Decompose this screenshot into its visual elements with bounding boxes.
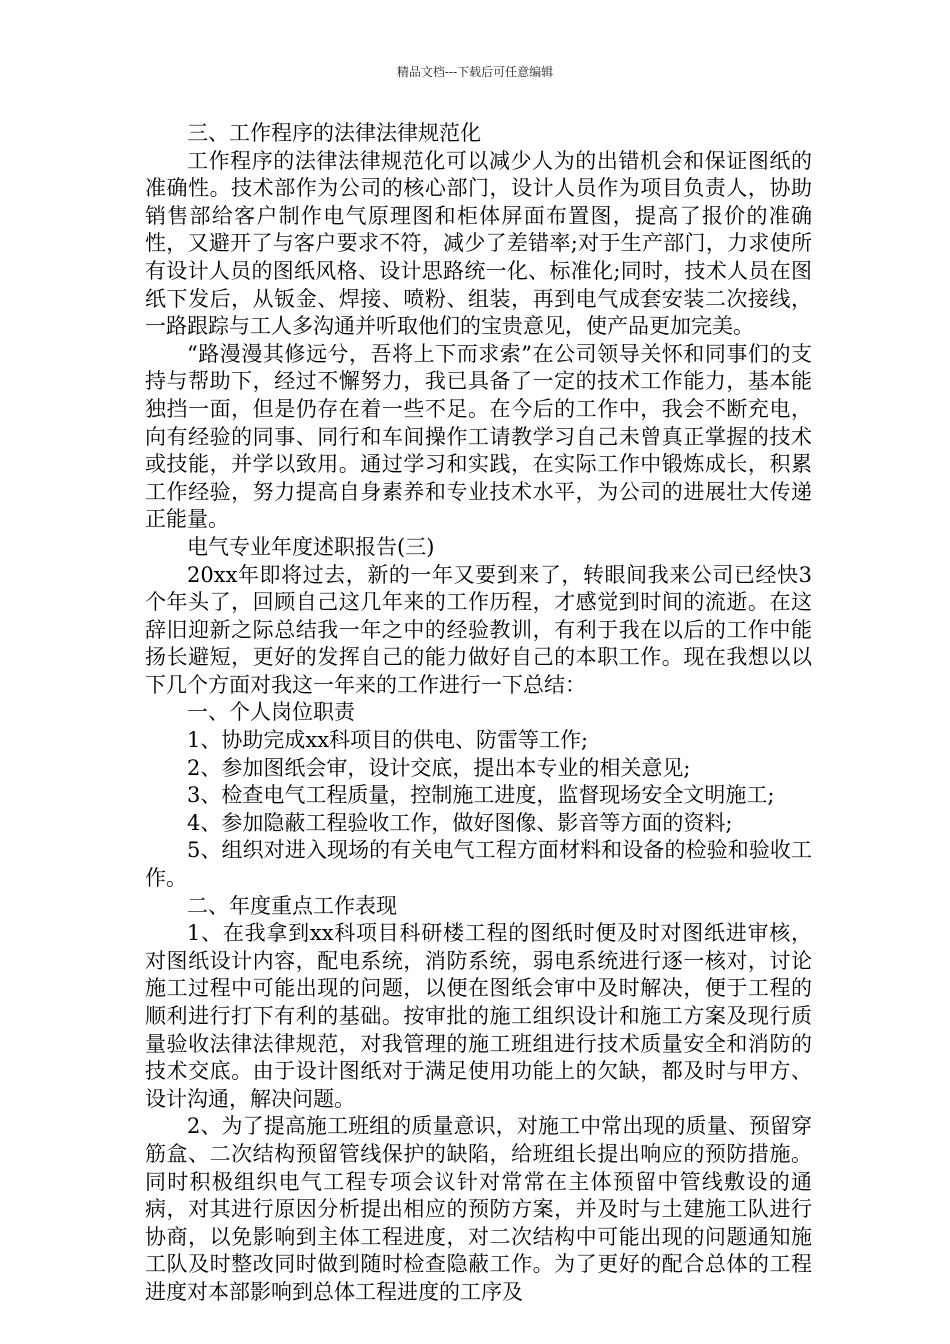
section-heading-2: 二、年度重点工作表现 [187,893,397,918]
page-header: 精品文档---下载后可任意编辑 [396,65,554,79]
list-item: 1、协助完成xx科项目的供电、防雷等工作; [187,728,589,753]
section-heading-3: 三、工作程序的法律法律规范化 [187,121,481,145]
document-body [145,120,812,1307]
body-paragraph: 1、在我拿到xx科项目科研楼工程的图纸时便及时对图纸进审核，对图纸设计内容，配电系统，消防系统，弱电系统进行逐一核对，讨论施工过程中可能出现的问题，以便在图纸会审中及时解决，便于工程的顺利进行打下有利的基础。按审批的施工组织设计和施工方案及现行质量验收法律法律规范，对我管理的施工班组进行技术质量安全和消防的技术交底。由于设计图纸对于满足使用功能上的欠缺，都及时与甲方、设计沟通，解决问题。 [145,921,812,1111]
body-paragraph: “路漫漫其修远兮，吾将上下而求索”在公司领导关怀和同事们的支持与帮助下，经过不懈努力，我已具备了一定的技术工作能力，基本能独挡一面，但是仍存在着一些不足。在今后的工作中，我会不断充电，向有经验的同事、同行和车间操作工请教学习自己未曾真正掌握的技术或技能，并学以致用。通过学习和实践，在实际工作中锻炼成长，积累工作经验，努力提高自身素养和专业技术水平，为公司的进展壮大传递正能量。 [145,341,812,532]
body-paragraph: 20xx年即将过去，新的一年又要到来了，转眼间我来公司已经快3个年头了，回顾自己这几年来的工作历程，才感觉到时间的流逝。在这辞旧迎新之际总结我一年之中的经验教训，有利于我在以后的工作中能扬长避短，更好的发挥自己的能力做好自己的本职工作。现在我想以以下几个方面对我这一年来的工作进行一下总结： [145,562,812,697]
list-item: 2、参加图纸会审，设计交底，提出本专业的相关意见; [187,755,691,780]
report-title: 电气专业年度述职报告(三) [187,534,435,559]
body-paragraph: 2、为了提高施工班组的质量意识，对施工中常出现的质量、预留穿筋盒、二次结构预留管线保护的缺陷，给班组长提出响应的预防措施。同时积极组织电气工程专项会议针对常常在主体预留中管线敷设的通病，对其进行原因分析提出相应的预防方案，并及时与土建施工队进行协商，以免影响到主体工程进度，对二次结构中可能出现的问题通知施工队及时整改同时做到随时检查隐蔽工作。为了更好的配合总体的工程进度对本部影响到总体工程进度的工序及 [145,1114,812,1304]
section-heading-1: 一、个人岗位职责 [187,700,355,725]
list-item: 4、参加隐蔽工程验收工作，做好图像、影音等方面的资料; [187,810,733,835]
list-item: 3、检查电气工程质量，控制施工进度，监督现场安全文明施工; [187,783,775,808]
list-item: 5、组织对进入现场的有关电气工程方面材料和设备的检验和验收工作。 [145,838,812,891]
body-paragraph: 工作程序的法律法律规范化可以减少人为的出错机会和保证图纸的准确性。技术部作为公司的核心部门，设计人员作为项目负责人，协助销售部给客户制作电气原理图和柜体屏面布置图，提高了报价的准确性，又避开了与客户要求不符，减少了差错率;对于生产部门，力求使所有设计人员的图纸风格、设计思路统一化、标准化;同时，技术人员在图纸下发后，从钣金、焊接、喷粉、组装，再到电气成套安装二次接线，一路跟踪与工人多沟通并听取他们的宝贵意见，使产品更加完美。 [145,148,812,339]
